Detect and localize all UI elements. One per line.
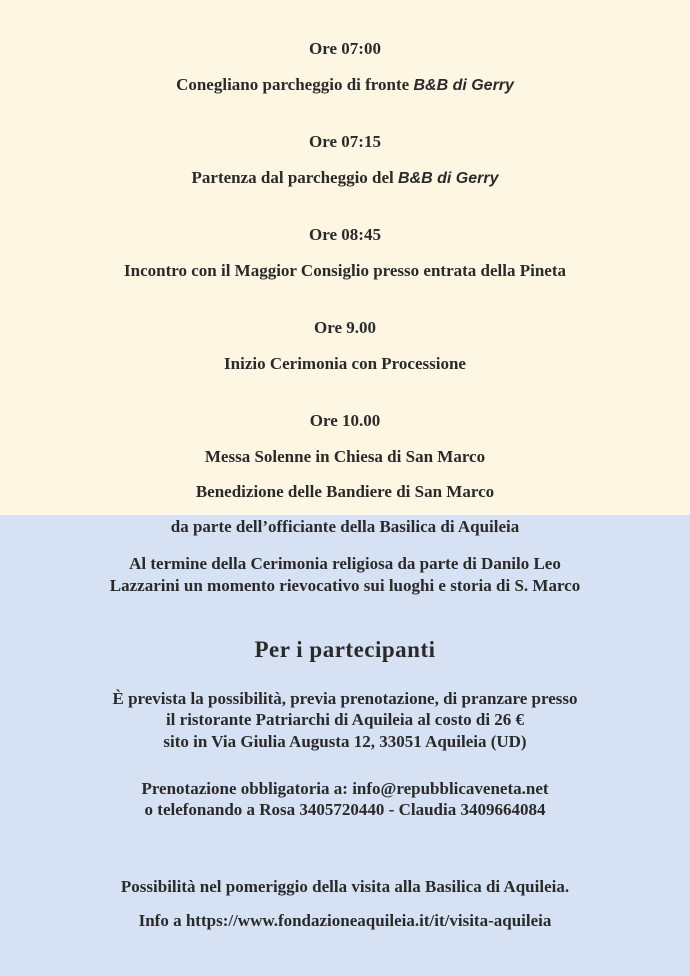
info-link[interactable]: Info a https://www.fondazioneaquileia.it/it/visita-aquileia <box>138 911 552 930</box>
schedule-time-4: Ore 9.00 <box>313 318 376 337</box>
flag-blessing-line: Benedizione delle Bandiere di San Marco <box>195 482 495 501</box>
schedule-time-3: Ore 08:45 <box>309 225 381 244</box>
lunch-line-2: il ristorante Patriarchi di Aquileia al costo di 26 € <box>165 710 525 729</box>
closing-note-line-1: Al termine della Cerimonia religiosa da parte di Danilo Leo <box>129 554 561 573</box>
mass-line: Messa Solenne in Chiesa di San Marco <box>204 447 486 466</box>
closing-note-line-2: Lazzarini un momento rievocativo sui luoghi e storia di S. Marco <box>109 576 581 595</box>
schedule-text-2: Partenza dal parcheggio del <box>191 168 399 187</box>
schedule-text-1: Conegliano parcheggio di fronte <box>176 75 414 94</box>
lunch-line-1: È prevista la possibilità, previa prenotazione, di pranzare presso <box>112 689 578 708</box>
participants-heading: Per i partecipanti <box>254 637 436 662</box>
bnb-name-2: B&B di Gerry <box>398 170 499 187</box>
schedule-item-1 <box>0 74 690 97</box>
schedule-text-3: Incontro con il Maggior Consiglio presso entrata della Pineta <box>124 261 566 280</box>
schedule-item-2 <box>0 167 690 190</box>
visit-line: Possibilità nel pomeriggio della visita alla Basilica di Aquileia. <box>120 877 570 896</box>
schedule-text-4: Inizio Cerimonia con Processione <box>224 354 466 373</box>
officiant-line: da parte dell’officiante della Basilica di Aquileia <box>170 517 520 536</box>
schedule-time-5: Ore 10.00 <box>309 411 381 430</box>
lunch-line-3: sito in Via Giulia Augusta 12, 33051 Aquileia (UD) <box>163 732 527 751</box>
booking-email-link[interactable]: info@repubblicaveneta.net <box>352 779 549 798</box>
schedule-time-1: Ore 07:00 <box>309 39 381 58</box>
bnb-name-1: B&B di Gerry <box>413 77 514 94</box>
schedule-time-2: Ore 07:15 <box>309 132 381 151</box>
booking-phone-line: o telefonando a Rosa 3405720440 - Claudia 3409664084 <box>144 800 546 819</box>
booking-prefix: Prenotazione obbligatoria a: <box>141 779 353 798</box>
booking-line <box>0 778 690 800</box>
